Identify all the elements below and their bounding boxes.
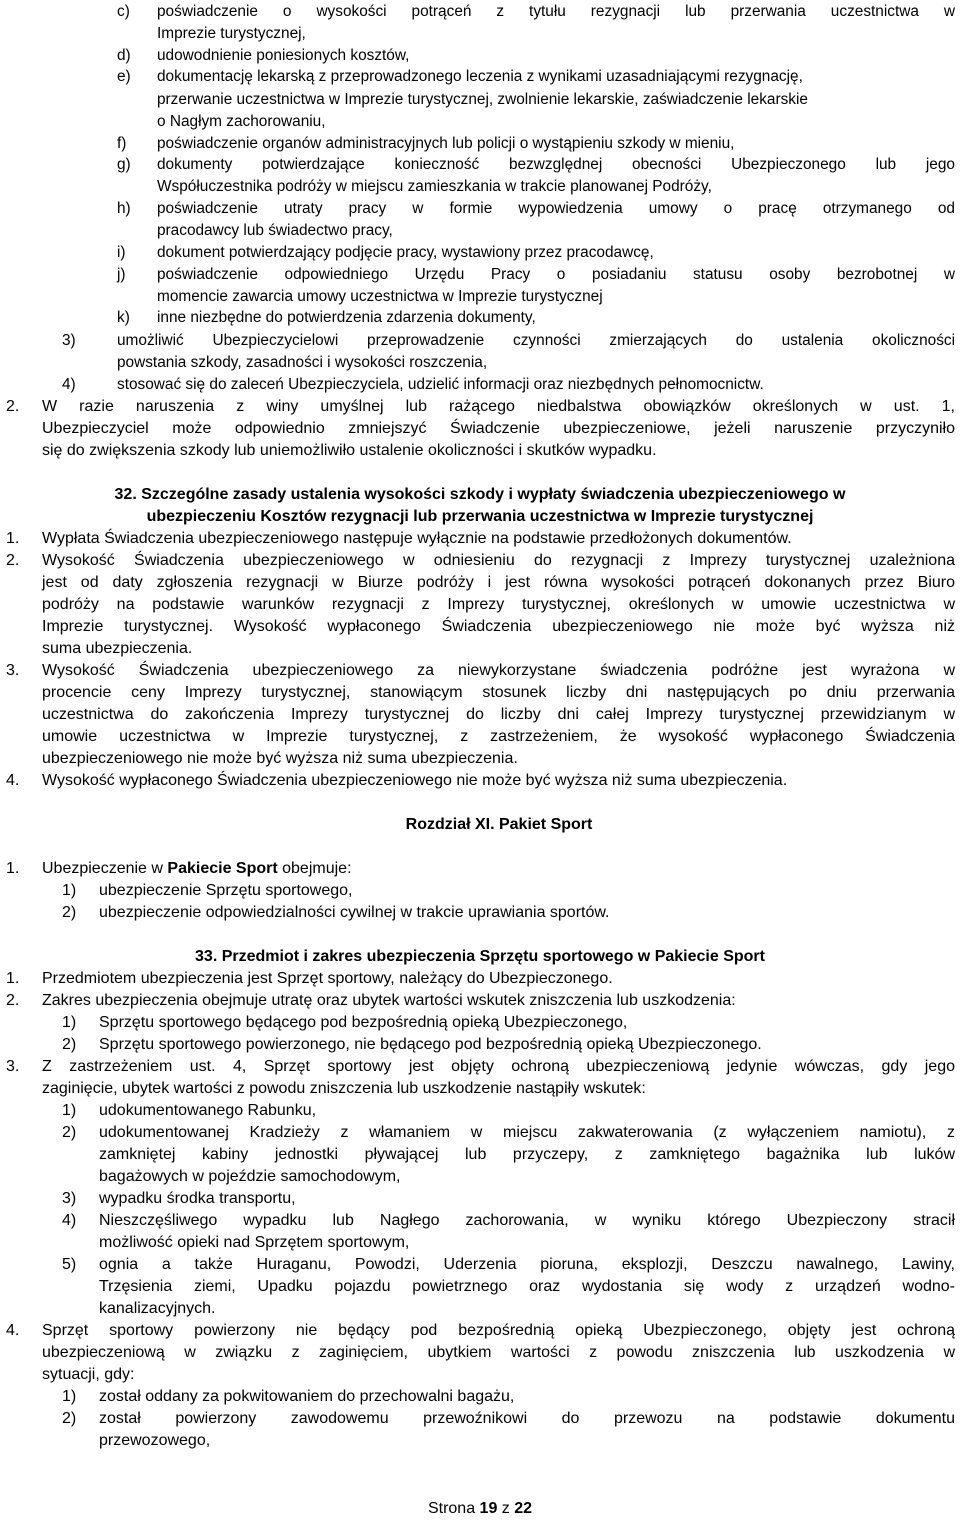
item-label: 2. (6, 398, 20, 415)
body-line: ubezpieczenie odpowiedzialności cywilnej w trakcie uprawiania sportów. (99, 904, 610, 921)
body-line: procencie ceny Imprezy turystycznej, stanowiącym stosunek liczby dni następujących po dniu przerwania (42, 684, 955, 701)
item-label: f) (117, 135, 127, 152)
body-line: sytuacji, gdy: (42, 1366, 135, 1383)
body-line: został powierzony zawodowemu przewoźnikowi do przewozu na podstawie dokumentu (99, 1410, 955, 1427)
item-label: 4. (6, 1322, 20, 1339)
body-line: podróży na podstawie warunków rezygnacji z Imprezy turystycznej, określonych w umowie uczestnictwa w (42, 596, 955, 613)
body-line: Wypłata Świadczenia ubezpieczeniowego następuje wyłącznie na podstawie przedłożonych dokumentów. (42, 530, 792, 547)
body-line: przerwanie uczestnictwa w Imprezie turystycznej, zwolnienie lekarskie, zaświadczenie lekarskie (157, 91, 808, 108)
body-line: inne niezbędne do potwierdzenia zdarzenia dokumenty, (157, 309, 536, 326)
body-line: się do zwiększenia szkody lub uniemożliwiło ustalenie okoliczności i skutków wypadku. (42, 442, 657, 459)
body-line: dokumenty potwierdzające konieczność bezwzględnej obecności Ubezpieczonego lub jego (157, 156, 955, 173)
body-line: ubezpieczenie Sprzętu sportowego, (99, 882, 353, 899)
body-line: kanalizacyjnych. (99, 1300, 216, 1317)
item-label: h) (117, 200, 131, 217)
body-line: Imprezie turystycznej. Wysokość wypłaconego Świadczenia ubezpieczeniowego nie może być wyższa niż (42, 618, 955, 635)
item-label: 1. (6, 970, 20, 987)
body-line: przewozowego, (99, 1432, 211, 1449)
body-line: Imprezie turystycznej, (157, 25, 306, 42)
body-line: możliwość opieki nad Sprzętem sportowym, (99, 1234, 410, 1251)
body-line: udokumentowanej Kradzieży z włamaniem w miejscu zakwaterowania (z wyłączeniem namiotu), z (99, 1124, 955, 1141)
section-heading: 32. Szczególne zasady ustalenia wysokości szkody i wypłaty świadczenia ubezpieczeniowego w (114, 486, 846, 503)
body-line: ubezpieczeniową w związku z zaginięciem, ubytkiem wartości z powodu zniszczenia lub uszkodzenia w (42, 1344, 955, 1361)
body-line: powstania szkody, zasadności i wysokości roszczenia, (117, 354, 488, 371)
item-label: e) (117, 68, 131, 85)
body-line: Nieszczęśliwego wypadku lub Nagłego zachorowania, w wyniku którego Ubezpieczony stracił (99, 1212, 955, 1229)
body-line: Z zastrzeżeniem ust. 4, Sprzęt sportowy jest objęty ochroną ubezpieczeniową jedynie wówczas, gdy jego (42, 1058, 955, 1075)
text-run: Ubezpieczenie w (42, 860, 168, 877)
item-label: 3. (6, 1058, 20, 1075)
body-line: zaginięcie, ubytek wartości z powodu zniszczenia lub uszkodzenie nastąpiły wskutek: (42, 1080, 646, 1097)
body-line: wypadku środka transportu, (99, 1190, 296, 1207)
item-label: 5) (62, 1256, 77, 1273)
body-line: ognia a także Huraganu, Powodzi, Uderzenia pioruna, eksplozji, Deszczu nawalnego, Lawiny, (99, 1256, 955, 1273)
item-label: i) (117, 244, 126, 261)
item-label: 2) (62, 1036, 77, 1053)
item-label: 1. (6, 530, 20, 547)
body-line: Wysokość wypłaconego Świadczenia ubezpieczeniowego nie może być wyższa niż suma ubezpieczenia. (42, 772, 788, 789)
body-line: W razie naruszenia z winy umyślnej lub rażącego niedbalstwa obowiązków określonych w ust. 1, (42, 398, 955, 415)
item-label: 2) (62, 1410, 77, 1427)
body-line: umowie uczestnictwa w Imprezie turystycznej, z zastrzeżeniem, że wysokość wypłaconego Świadczenia (42, 728, 955, 745)
body-line: bagażowych w pojeździe samochodowym, (99, 1168, 401, 1185)
item-label: 2. (6, 552, 20, 569)
body-line: został oddany za pokwitowaniem do przechowalni bagażu, (99, 1388, 515, 1405)
body-line: Przedmiotem ubezpieczenia jest Sprzęt sportowy, należący do Ubezpieczonego. (42, 970, 613, 987)
item-label: j) (117, 266, 126, 283)
body-line: Trzęsienia ziemi, Upadku pojazdu powietrznego oraz wydostania się wody z urządzeń wodno- (99, 1278, 955, 1295)
item-label: g) (117, 156, 131, 173)
body-line: poświadczenie utraty pracy w formie wypowiedzenia umowy o pracę otrzymanego od (157, 200, 955, 217)
body-line: umożliwić Ubezpieczycielowi przeprowadzenie czynności zmierzających do ustalenia okoliczności (117, 332, 955, 349)
body-line: Wysokość Świadczenia ubezpieczeniowego w odniesieniu do rezygnacji z Imprezy turystycznej uzależniona (42, 552, 955, 569)
body-line: dokument potwierdzający podjęcie pracy, wystawiony przez pracodawcę, (157, 244, 654, 261)
body-line: dokumentację lekarską z przeprowadzonego leczenia z wynikami uzasadniającymi rezygnację, (157, 68, 803, 85)
body-line: Sprzęt sportowy powierzony nie będący pod bezpośrednią opieką Ubezpieczonego, objęty jest ochroną (42, 1322, 955, 1339)
body-line: Ubezpieczyciel może odpowiednio zmniejszyć Świadczenie ubezpieczeniowe, jeżeli naruszenie przyczyniło (42, 420, 955, 437)
body-line: poświadczenie o wysokości potrąceń z tytułu rezygnacji lub przerwania uczestnictwa w (157, 3, 955, 20)
body-line: udowodnienie poniesionych kosztów, (157, 47, 410, 64)
footer-separator: z (497, 1500, 515, 1517)
item-label: d) (117, 47, 131, 64)
body-line: Wysokość Świadczenia ubezpieczeniowego za niewykorzystane świadczenia podróżne jest wyrażona w (42, 662, 955, 679)
body-line: poświadczenie organów administracyjnych lub policji o wystąpieniu szkody w mieniu, (157, 135, 735, 152)
body-line: udokumentowanego Rabunku, (99, 1102, 317, 1119)
body-line: poświadczenie odpowiedniego Urzędu Pracy o posiadaniu statusu osoby bezrobotnej w (157, 266, 955, 283)
item-label: 3) (62, 332, 76, 349)
body-line: o Nagłym zachorowaniu, (157, 113, 326, 130)
item-label: 1) (62, 1388, 77, 1405)
current-page-number: 19 (479, 1500, 498, 1517)
body-line: pracodawcy lub świadectwo pracy, (157, 222, 393, 239)
body-line: jest od daty zgłoszenia rezygnacji w Biurze podróży i jest równa wysokości potrąceń dokonanych przez Biuro (42, 574, 955, 591)
body-line: Zakres ubezpieczenia obejmuje utratę oraz ubytek wartości wskutek zniszczenia lub uszkodzenia: (42, 992, 736, 1009)
section-heading: 33. Przedmiot i zakres ubezpieczenia Sprzętu sportowego w Pakiecie Sport (195, 948, 765, 965)
chapter-heading: Rozdział XI. Pakiet Sport (405, 816, 593, 833)
item-label: 4) (62, 376, 76, 393)
body-line: Sprzętu sportowego będącego pod bezpośrednią opieką Ubezpieczonego, (99, 1014, 628, 1031)
total-page-number: 22 (514, 1500, 533, 1517)
item-label: 4) (62, 1212, 77, 1229)
item-label: 1) (62, 1014, 77, 1031)
item-label: 1. (6, 860, 20, 877)
body-line: Sprzętu sportowego powierzonego, nie będącego pod bezpośrednią opieką Ubezpieczonego. (99, 1036, 762, 1053)
item-label: 2) (62, 1124, 77, 1141)
item-label: 1) (62, 882, 77, 899)
item-label: 3. (6, 662, 20, 679)
body-line: ubezpieczeniowego nie może być wyższa niż suma ubezpieczenia. (42, 750, 518, 767)
item-label: 1) (62, 1102, 77, 1119)
body-line: momencie zawarcia umowy uczestnictwa w Imprezie turystycznej (157, 288, 603, 305)
bold-run: Pakiecie Sport (167, 860, 278, 877)
body-line (42, 858, 352, 880)
item-label: c) (117, 3, 130, 20)
body-line: zamkniętej kabiny jednostki pływającej lub przyczepy, z zamkniętego bagażnika lub luków (99, 1146, 955, 1163)
body-line: Współuczestnika podróży w miejscu zamieszkania w trakcie planowanej Podróży, (157, 178, 712, 195)
body-line: suma ubezpieczenia. (42, 640, 193, 657)
section-heading: ubezpieczeniu Kosztów rezygnacji lub przerwania uczestnictwa w Imprezie turystycznej (146, 508, 814, 525)
body-line: stosować się do zaleceń Ubezpieczyciela, udzielić informacji oraz niezbędnych pełnomocnictw. (117, 376, 764, 393)
item-label: 2) (62, 904, 77, 921)
text-run: obejmuje: (277, 860, 352, 877)
item-label: 3) (62, 1190, 77, 1207)
item-label: k) (117, 309, 130, 326)
body-line: uczestnictwa do zakończenia Imprezy turystycznej do liczby dni całej Imprezy turystycznej przewidzianym w (42, 706, 955, 723)
item-label: 2. (6, 992, 20, 1009)
footer-prefix: Strona (427, 1500, 480, 1517)
item-label: 4. (6, 772, 20, 789)
